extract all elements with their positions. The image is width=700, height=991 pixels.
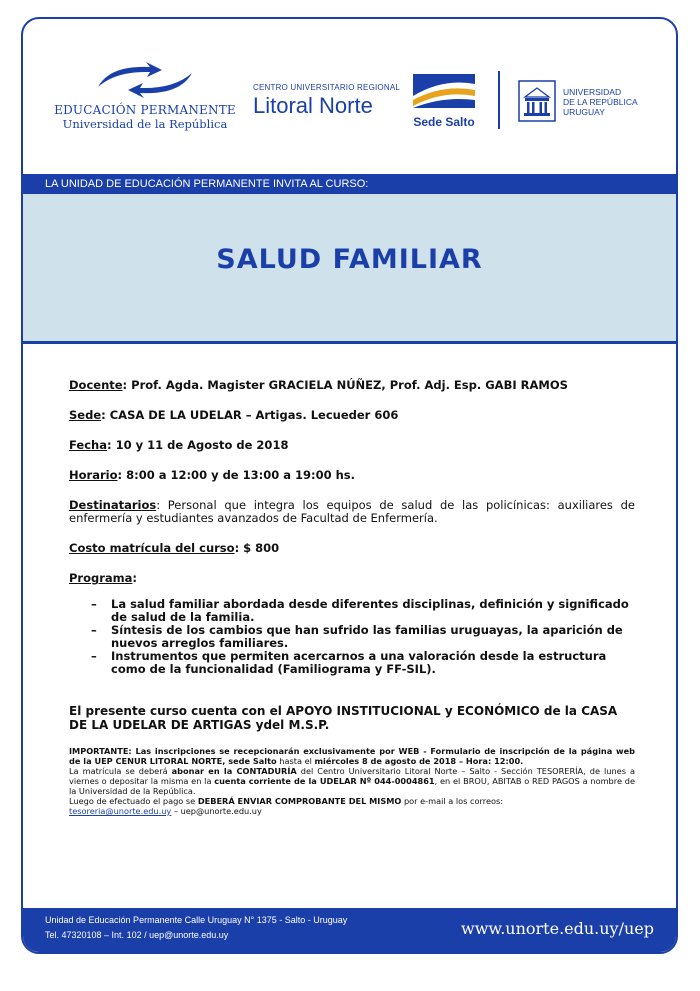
docente-label: Docente (69, 378, 123, 392)
horario-label: Horario (69, 468, 118, 482)
destinatarios-line (69, 499, 635, 525)
footer-contact: Tel. 47320108 – Int. 102 / uep@unorte.edu.uy (45, 930, 229, 940)
program-item-1: La salud familiar abordada desde diferentes disciplinas, definición y significado de salud de la familia. (111, 597, 629, 624)
registration-notice (69, 746, 635, 816)
udelar-text (563, 87, 638, 117)
horario-value: : 8:00 a 12:00 y de 13:00 a 19:00 hs. (117, 468, 355, 482)
header-logos (23, 19, 676, 174)
ep-line2: Universidad de la República (62, 117, 228, 131)
list-item: – Síntesis de los cambios que han sufrido las familias uruguayas, la aparición de nuevos arreglos familiares. (91, 623, 623, 650)
fecha-label: Fecha (69, 438, 107, 452)
notice-c1: Luego de efectuado el pago se (69, 796, 198, 806)
tesoreria-email-link[interactable]: tesoreria@unorte.edu.uy (69, 806, 172, 816)
ln-small-text: CENTRO UNIVERSITARIO REGIONAL (253, 83, 401, 92)
title-box (23, 194, 676, 344)
notice-a1: IMPORTANTE: Las inscripciones se recepcionarán exclusivamente por WEB - Formulario de inscripción de la página web de la UEP CENUR LITORAL NORTE, sede Salto (69, 746, 635, 766)
sede-salto-text: Sede Salto (413, 115, 475, 129)
sede-label: Sede (69, 408, 102, 422)
list-item: – La salud familiar abordada desde diferentes disciplinas, definición y significado de salud de la familia. (91, 597, 629, 624)
ln-big-text: Litoral Norte (253, 93, 373, 118)
notice-a2: hasta el (276, 756, 315, 766)
docente-line (69, 379, 635, 392)
ep-arrows-icon (90, 61, 200, 99)
udelar-text-3: URUGUAY (563, 107, 605, 117)
notice-b4: cuenta corriente de la UDELAR Nº 044-0004861 (214, 776, 435, 786)
support-statement: El presente curso cuenta con el APOYO INSTITUCIONAL y ECONÓMICO de la CASA DE LA UDELAR DE ARTIGAS ydel M.S.P. (69, 704, 618, 732)
udelar-text-1: UNIVERSIDAD (563, 87, 622, 97)
udelar-text-2: DE LA REPÚBLICA (563, 97, 638, 107)
notice-b3: del Centro Universitario Litoral Norte – Salto - Sección TESORERÍA, de lunes a viernes o depositar la misma en la (69, 766, 635, 786)
program-list (69, 598, 635, 676)
notice-paragraph-2 (69, 766, 635, 796)
notice-c3: por e-mail a los correos: (401, 796, 504, 806)
sede-value: : CASA DE LA UDELAR – Artigas. Lecueder 606 (101, 408, 399, 422)
costo-value: : $ 800 (234, 541, 280, 555)
litoral-norte-logo (253, 83, 403, 119)
ep-line1: EDUCACIÓN PERMANENTE (54, 103, 236, 117)
notice-b5: , en el BROU, ABITAB o RED PAGOS a nombre de la Universidad de la República. (69, 776, 635, 796)
destinatarios-value: : Personal que integra los equipos de salud de las policínicas: auxiliares de enfermería y estudiantes avanzados de Facultad de Enfermería. (69, 498, 635, 525)
udelar-building-icon (517, 79, 557, 123)
flyer-frame (21, 17, 678, 954)
invitation-banner: LA UNIDAD DE EDUCACIÓN PERMANENTE INVITA AL CURSO: (23, 174, 676, 194)
fecha-line (69, 439, 635, 452)
programa-colon: : (132, 571, 138, 585)
notice-emails (69, 806, 635, 816)
footer (23, 908, 676, 952)
programa-label: Programa (69, 571, 133, 585)
course-details (69, 379, 635, 816)
footer-address: Unidad de Educación Permanente Calle Uruguay N° 1375 - Salto - Uruguay (45, 915, 348, 925)
program-item-2: Síntesis de los cambios que han sufrido las familias uruguayas, la aparición de nuevos arreglos familiares. (111, 623, 623, 650)
sede-salto-icon (413, 74, 475, 108)
educacion-permanente-logo (45, 61, 245, 131)
uep-email: – uep@unorte.edu.uy (171, 806, 262, 816)
sede-line (69, 409, 635, 422)
horario-line (69, 469, 635, 482)
notice-c2: DEBERÁ ENVIAR COMPROBANTE DEL MISMO (197, 796, 402, 806)
program-item-3: Instrumentos que permiten acercarnos a una valoración desde la estructura como de la funcionalidad (Familiograma y FF-SIL). (111, 649, 607, 676)
notice-paragraph-1 (69, 746, 635, 766)
footer-website-link[interactable]: www.unorte.edu.uy/uep (461, 919, 654, 938)
sede-salto-logo (409, 74, 479, 129)
notice-paragraph-3 (69, 796, 635, 806)
notice-b2: abonar en la CONTADURÍA (171, 766, 297, 776)
course-title: SALUD FAMILIAR (216, 244, 483, 275)
costo-label: Costo matrícula del curso (69, 541, 235, 555)
docente-value: : Prof. Agda. Magister GRACIELA NÚÑEZ, Prof. Adj. Esp. GABI RAMOS (122, 378, 568, 392)
destinatarios-label: Destinatarios (69, 498, 157, 512)
notice-a3: miércoles 8 de agosto de 2018 – Hora: 12:00. (314, 756, 524, 766)
list-item: – Instrumentos que permiten acercarnos a una valoración desde la estructura como de la funcionalidad (Familiograma y FF-SIL). (91, 649, 607, 676)
costo-line (69, 542, 635, 555)
fecha-value: : 10 y 11 de Agosto de 2018 (106, 438, 289, 452)
programa-line (69, 572, 635, 585)
notice-b1: La matrícula se deberá (69, 766, 172, 776)
logo-divider (498, 71, 500, 129)
